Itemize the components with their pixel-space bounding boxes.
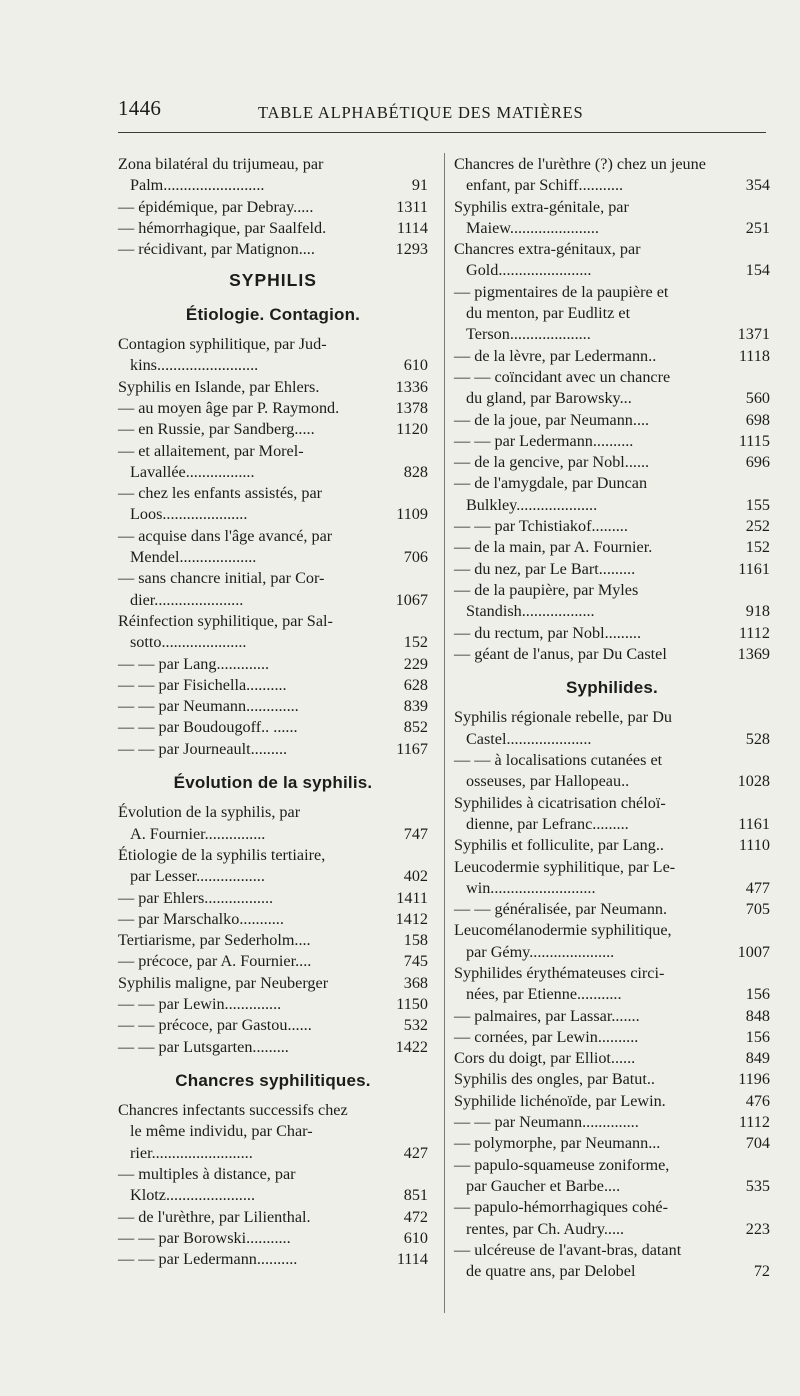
entry-text: Leucodermie syphilitique, par Le- xyxy=(454,857,676,876)
index-entry xyxy=(454,1069,770,1090)
page-reference: 1114 xyxy=(396,1250,428,1269)
entry-continuation: Bulkley.................... xyxy=(466,495,598,514)
index-entry xyxy=(454,899,770,920)
entry-continuation: Gold....................... xyxy=(466,261,592,280)
entry-text: — ulcéreuse de l'avant-bras, datant xyxy=(454,1240,682,1259)
page-reference: 477 xyxy=(745,878,770,897)
entry-continuation: par Gaucher et Barbe.... xyxy=(466,1176,621,1195)
page-reference: 156 xyxy=(745,985,770,1004)
index-entry xyxy=(454,750,770,793)
entry-continuation: Castel..................... xyxy=(466,729,592,748)
index-entry xyxy=(454,1240,770,1283)
entry-text: — — par Fisichella.......... xyxy=(118,675,287,694)
page-reference: 610 xyxy=(403,356,428,375)
page-reference: 851 xyxy=(403,1186,428,1205)
entry-continuation: Maiew...................... xyxy=(466,218,599,237)
entry-continuation: du gland, par Barowsky... xyxy=(466,389,632,408)
entry-text: — de la paupière, par Myles xyxy=(454,580,639,599)
entry-text: — — par Borowski........... xyxy=(118,1228,291,1247)
entry-continuation: du menton, par Eudlitz et xyxy=(466,304,631,323)
index-entry xyxy=(454,857,770,900)
index-entry xyxy=(118,888,428,909)
page-reference: 1293 xyxy=(395,240,428,259)
entry-continuation: le même individu, par Char- xyxy=(130,1122,313,1141)
page-reference: 852 xyxy=(403,718,428,737)
page-reference: 1115 xyxy=(738,431,770,450)
entry-text: — — par Tchistiakof......... xyxy=(454,517,628,536)
section-heading: SYPHILIS xyxy=(229,270,317,291)
index-entry xyxy=(454,920,770,963)
entry-text: Tertiarisme, par Sederholm.... xyxy=(118,931,311,950)
index-entry xyxy=(118,1228,428,1249)
entry-continuation: rentes, par Ch. Audry..... xyxy=(466,1219,625,1238)
entry-text: — — par Neumann............. xyxy=(118,697,299,716)
page-reference: 476 xyxy=(745,1091,770,1110)
page-reference: 532 xyxy=(403,1016,428,1035)
entry-text: — par Marschalko........... xyxy=(118,909,284,928)
index-entry xyxy=(118,398,428,419)
index-entry xyxy=(454,623,770,644)
index-entry xyxy=(118,483,428,526)
page-reference: 848 xyxy=(745,1006,770,1025)
entry-text: — — par Lang............. xyxy=(118,654,270,673)
entry-text: Réinfection syphilitique, par Sal- xyxy=(118,611,333,630)
page-reference: 839 xyxy=(403,697,428,716)
page-reference: 849 xyxy=(745,1049,770,1068)
entry-text: — géant de l'anus, par Du Castel xyxy=(454,644,667,663)
page-reference: 402 xyxy=(403,867,428,886)
entry-continuation: Mendel................... xyxy=(130,548,257,567)
index-entry xyxy=(118,1015,428,1036)
entry-text: — — généralisée, par Neumann. xyxy=(454,900,668,919)
page-reference: 704 xyxy=(745,1134,770,1153)
index-entry xyxy=(118,526,428,569)
index-entry xyxy=(454,1133,770,1154)
entry-text: Chancres extra-génitaux, par xyxy=(454,240,641,259)
page-reference: 1196 xyxy=(738,1070,770,1089)
index-entry xyxy=(454,282,770,346)
page-reference: 229 xyxy=(403,654,428,673)
entry-text: — précoce, par A. Fournier.... xyxy=(118,952,312,971)
index-entry xyxy=(118,1100,428,1164)
entry-text: — — à localisations cutanées et xyxy=(454,751,663,770)
page-header xyxy=(118,92,768,132)
page-reference: 1371 xyxy=(737,325,770,344)
entry-text: — — par Lewin.............. xyxy=(118,994,282,1013)
column-divider xyxy=(444,153,445,1313)
entry-continuation: kins......................... xyxy=(130,356,259,375)
entry-text: — hémorrhagique, par Saalfeld. xyxy=(118,218,327,237)
entry-text: — épidémique, par Debray..... xyxy=(118,197,314,216)
index-entry xyxy=(118,909,428,930)
index-entry xyxy=(454,1048,770,1069)
entry-text: Cors du doigt, par Elliot...... xyxy=(454,1049,636,1068)
entry-continuation: Klotz...................... xyxy=(130,1186,255,1205)
index-entry xyxy=(118,1207,428,1228)
entry-text: Chancres de l'urèthre (?) chez un jeune xyxy=(454,155,706,173)
entry-continuation: enfant, par Schiff........... xyxy=(466,176,624,195)
page-reference: 91 xyxy=(411,176,428,195)
page-reference: 706 xyxy=(403,548,428,567)
entry-text: — acquise dans l'âge avancé, par xyxy=(118,526,333,545)
entry-continuation: de quatre ans, par Delobel xyxy=(466,1262,636,1281)
index-entry xyxy=(454,452,770,473)
entry-continuation: Lavallée................. xyxy=(130,462,255,481)
entry-continuation: A. Fournier............... xyxy=(130,824,266,843)
entry-text: — — par Neumann.............. xyxy=(454,1113,639,1132)
page-number: 1446 xyxy=(118,96,162,120)
index-entry xyxy=(454,1091,770,1112)
entry-text: — récidivant, par Matignon.... xyxy=(118,240,315,259)
page-reference: 1161 xyxy=(738,559,770,578)
index-entry xyxy=(454,516,770,537)
entry-continuation: osseuses, par Hallopeau.. xyxy=(466,772,630,791)
index-entry xyxy=(454,559,770,580)
index-entry xyxy=(454,963,770,1006)
entry-continuation: dienne, par Lefranc......... xyxy=(466,814,629,833)
index-entry xyxy=(118,334,428,377)
entry-text: — sans chancre initial, par Cor- xyxy=(118,569,325,588)
index-entry xyxy=(118,1164,428,1207)
entry-text: — de la lèvre, par Ledermann.. xyxy=(454,346,657,365)
entry-text: — chez les enfants assistés, par xyxy=(118,484,323,503)
page-reference: 152 xyxy=(403,633,428,652)
entry-text: Syphilis en Islande, par Ehlers. xyxy=(118,377,320,396)
entry-text: — polymorphe, par Neumann... xyxy=(454,1134,661,1153)
index-entry xyxy=(118,696,428,717)
entry-text: — — par Ledermann.......... xyxy=(118,1250,298,1269)
index-entry xyxy=(118,568,428,611)
entry-text: — de la main, par A. Fournier. xyxy=(454,538,653,557)
index-entry xyxy=(454,239,770,282)
page-reference: 1112 xyxy=(738,623,770,642)
right-column xyxy=(454,154,770,1282)
header-rule xyxy=(118,132,766,133)
entry-text: Étiologie de la syphilis tertiaire, xyxy=(118,845,326,864)
entry-text: — — coïncidant avec un chancre xyxy=(454,367,671,386)
entry-text: — — par Boudougoff.. ...... xyxy=(118,718,298,737)
index-entry xyxy=(454,431,770,452)
page-reference: 472 xyxy=(403,1207,428,1226)
entry-text: — de la joue, par Neumann.... xyxy=(454,410,650,429)
entry-text: — de l'urèthre, par Lilienthal. xyxy=(118,1207,311,1226)
entry-text: Zona bilatéral du trijumeau, par xyxy=(118,155,324,173)
entry-continuation: nées, par Etienne........... xyxy=(466,985,622,1004)
page-reference: 1412 xyxy=(395,909,428,928)
page-reference: 1114 xyxy=(396,218,428,237)
page-reference: 1369 xyxy=(737,644,770,663)
page-reference: 1109 xyxy=(396,505,428,524)
index-entry xyxy=(118,802,428,845)
page-reference: 152 xyxy=(745,538,770,557)
entry-text: Syphilide lichénoïde, par Lewin. xyxy=(454,1091,666,1110)
index-entry xyxy=(454,537,770,558)
index-entry xyxy=(454,580,770,623)
entry-text: — cornées, par Lewin.......... xyxy=(454,1027,639,1046)
page-reference: 696 xyxy=(745,453,770,472)
entry-text: Évolution de la syphilis, par xyxy=(118,803,301,822)
index-entry xyxy=(118,717,428,738)
entry-text: — au moyen âge par P. Raymond. xyxy=(118,398,340,417)
entry-text: — du rectum, par Nobl......... xyxy=(454,623,642,642)
index-entry xyxy=(118,951,428,972)
index-entry xyxy=(454,1197,770,1240)
page-reference: 1161 xyxy=(738,814,770,833)
index-entry xyxy=(118,197,428,218)
index-entry xyxy=(454,793,770,836)
page-reference: 1378 xyxy=(395,398,428,417)
index-entry xyxy=(118,1249,428,1270)
page-reference: 252 xyxy=(745,517,770,536)
index-entry xyxy=(118,611,428,654)
page-reference: 705 xyxy=(745,900,770,919)
left-column xyxy=(118,154,428,1271)
page-reference: 560 xyxy=(745,389,770,408)
index-entry xyxy=(454,197,770,240)
index-entry xyxy=(454,1027,770,1048)
index-entry xyxy=(118,218,428,239)
entry-text: Syphilis des ongles, par Batut.. xyxy=(454,1070,655,1089)
entry-text: — papulo-hémorrhagiques cohé- xyxy=(454,1198,668,1217)
index-entry xyxy=(118,1037,428,1058)
entry-text: Syphilis et folliculite, par Lang.. xyxy=(454,836,664,855)
page-reference: 918 xyxy=(745,602,770,621)
index-entry xyxy=(118,930,428,951)
index-entry xyxy=(454,154,770,197)
entry-text: — de la gencive, par Nobl...... xyxy=(454,453,650,472)
page-reference: 698 xyxy=(745,410,770,429)
page-reference: 745 xyxy=(403,952,428,971)
page-reference: 1150 xyxy=(396,994,428,1013)
entry-continuation: sotto..................... xyxy=(130,633,247,652)
entry-text: Chancres infectants successifs chez xyxy=(118,1101,348,1120)
page-reference: 158 xyxy=(403,931,428,950)
index-entry xyxy=(454,473,770,516)
page-reference: 251 xyxy=(745,218,770,237)
index-entry xyxy=(454,367,770,410)
entry-text: — papulo-squameuse zoniforme, xyxy=(454,1155,670,1174)
page-reference: 354 xyxy=(745,176,770,195)
index-entry xyxy=(454,1155,770,1198)
page-reference: 1411 xyxy=(396,888,428,907)
running-head: TABLE ALPHABÉTIQUE DES MATIÈRES xyxy=(258,103,584,122)
section-heading: Syphilides. xyxy=(566,678,658,698)
entry-text: — multiples à distance, par xyxy=(118,1165,296,1184)
entry-text: Syphilis extra-génitale, par xyxy=(454,197,629,216)
page-reference: 1067 xyxy=(395,590,428,609)
page-reference: 427 xyxy=(403,1143,428,1162)
page-reference: 828 xyxy=(403,462,428,481)
page-reference: 72 xyxy=(753,1262,770,1281)
entry-text: — — par Ledermann.......... xyxy=(454,431,634,450)
entry-text: — par Ehlers................. xyxy=(118,888,274,907)
page-reference: 1336 xyxy=(395,377,428,396)
entry-continuation: dier...................... xyxy=(130,590,244,609)
page-reference: 535 xyxy=(745,1176,770,1195)
page-reference: 1311 xyxy=(396,197,428,216)
index-entry xyxy=(454,346,770,367)
section-heading: Évolution de la syphilis. xyxy=(173,773,373,793)
page-reference: 1167 xyxy=(396,739,428,758)
page-reference: 368 xyxy=(403,973,428,992)
page-reference: 223 xyxy=(745,1219,770,1238)
index-entry xyxy=(118,675,428,696)
entry-continuation: rier......................... xyxy=(130,1143,253,1162)
index-entry xyxy=(118,419,428,440)
entry-text: Syphilis maligne, par Neuberger xyxy=(118,973,329,992)
entry-text: Syphilides à cicatrisation chéloï- xyxy=(454,793,666,812)
index-entry xyxy=(118,845,428,888)
page-reference: 747 xyxy=(403,824,428,843)
index-entry xyxy=(118,239,428,260)
index-entry xyxy=(118,154,428,197)
index-entry xyxy=(118,739,428,760)
entry-text: — pigmentaires de la paupière et xyxy=(454,282,669,301)
entry-continuation: Palm......................... xyxy=(130,176,265,195)
page-reference: 1118 xyxy=(738,346,770,365)
index-entry xyxy=(454,1006,770,1027)
entry-text: — — par Journeault......... xyxy=(118,739,288,758)
page-reference: 528 xyxy=(745,729,770,748)
page-reference: 1007 xyxy=(737,942,770,961)
page-reference: 628 xyxy=(403,675,428,694)
entry-text: Leucomélanodermie syphilitique, xyxy=(454,921,672,940)
entry-text: — — précoce, par Gastou...... xyxy=(118,1016,312,1035)
page-reference: 154 xyxy=(745,261,770,280)
page-reference: 610 xyxy=(403,1228,428,1247)
index-entry xyxy=(454,835,770,856)
entry-continuation: par Gémy..................... xyxy=(466,942,615,961)
entry-text: Syphilides érythémateuses circi- xyxy=(454,963,665,982)
entry-text: Contagion syphilitique, par Jud- xyxy=(118,335,327,354)
index-entry xyxy=(454,1112,770,1133)
section-heading: Chancres syphilitiques. xyxy=(175,1070,371,1090)
entry-continuation: Standish.................. xyxy=(466,602,595,621)
section-heading: Étiologie. Contagion. xyxy=(185,304,361,324)
index-entry xyxy=(118,441,428,484)
entry-text: — de l'amygdale, par Duncan xyxy=(454,474,648,493)
page-reference: 1112 xyxy=(738,1113,770,1132)
entry-continuation: win.......................... xyxy=(466,878,596,897)
page-reference: 1422 xyxy=(395,1037,428,1056)
entry-text: Syphilis régionale rebelle, par Du xyxy=(454,708,673,727)
index-entry xyxy=(118,973,428,994)
page-reference: 1120 xyxy=(396,420,428,439)
entry-text: — et allaitement, par Morel- xyxy=(118,441,304,460)
entry-continuation: par Lesser................. xyxy=(130,867,265,886)
index-entry xyxy=(118,994,428,1015)
entry-continuation: Terson.................... xyxy=(466,325,591,344)
index-entry xyxy=(118,654,428,675)
page-reference: 1028 xyxy=(737,772,770,791)
index-entry xyxy=(118,377,428,398)
entry-text: — en Russie, par Sandberg..... xyxy=(118,420,315,439)
index-entry xyxy=(454,707,770,750)
entry-continuation: Loos..................... xyxy=(130,505,248,524)
index-entry xyxy=(454,644,770,665)
page-reference: 1110 xyxy=(738,836,770,855)
entry-text: — — par Lutsgarten......... xyxy=(118,1037,289,1056)
page-reference: 155 xyxy=(745,495,770,514)
page-reference: 156 xyxy=(745,1027,770,1046)
entry-text: — du nez, par Le Bart......... xyxy=(454,559,636,578)
index-entry xyxy=(454,410,770,431)
entry-text: — palmaires, par Lassar....... xyxy=(454,1006,640,1025)
